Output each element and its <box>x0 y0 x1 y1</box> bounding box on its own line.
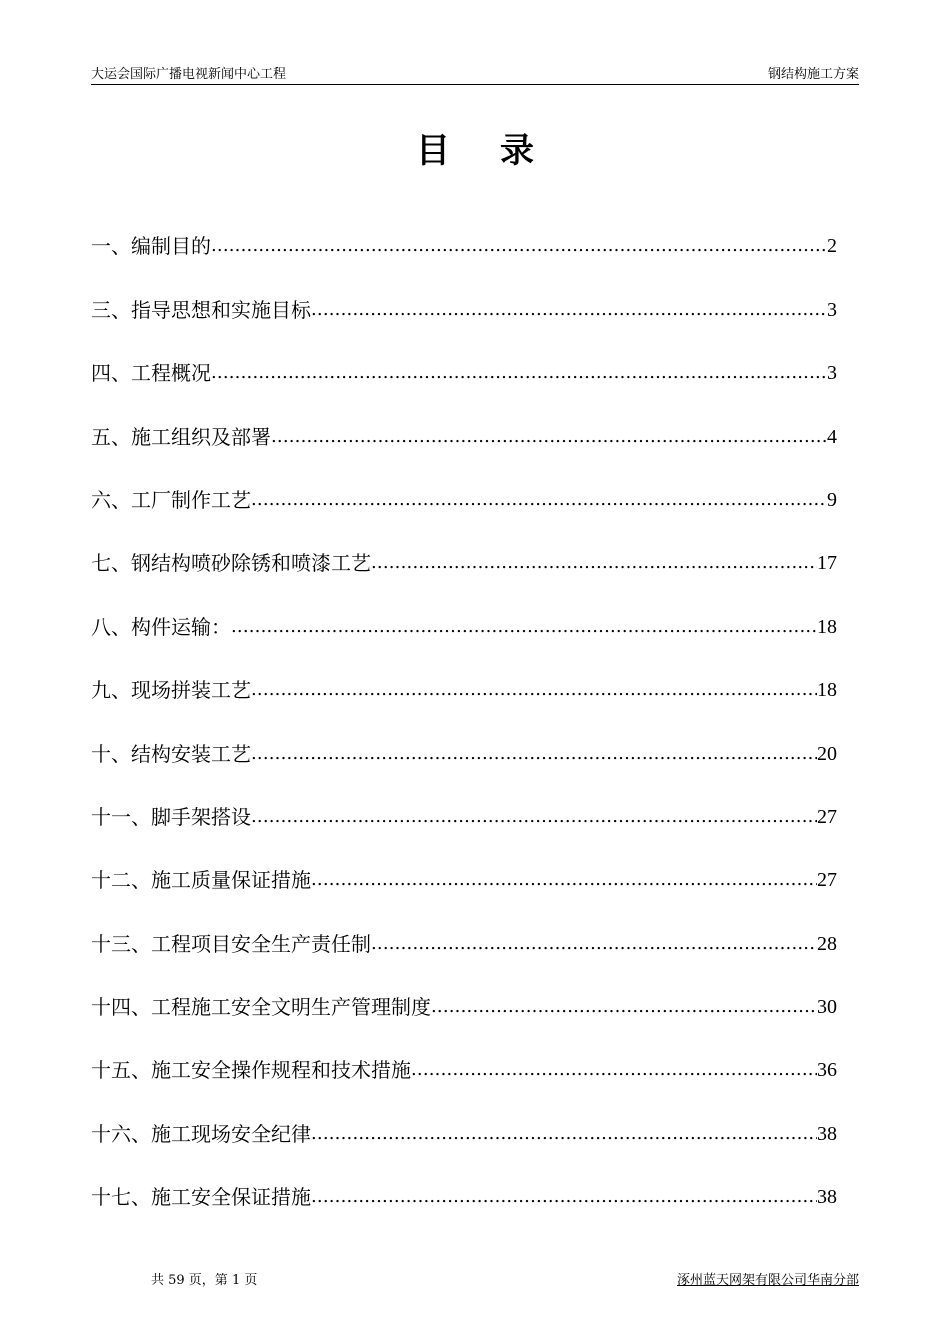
toc-entry[interactable] <box>91 1022 837 1085</box>
toc-entry[interactable] <box>91 452 837 515</box>
toc-entry-page: 38 <box>817 1186 837 1209</box>
toc-leader-dots <box>371 929 817 959</box>
toc-entry-label: 九、现场拼装工艺 <box>91 678 251 703</box>
toc-leader-dots <box>211 231 827 261</box>
toc-entry-page: 2 <box>827 235 837 258</box>
toc-entry[interactable] <box>91 769 837 832</box>
toc-entry-page: 27 <box>817 869 837 892</box>
toc-entry-label: 十一、脚手架搭设 <box>91 804 251 829</box>
toc-entry[interactable] <box>91 578 837 641</box>
header-project-name: 大运会国际广播电视新闻中心工程 <box>91 67 287 82</box>
footer-page-count: 共 59 页，第 1 页 <box>151 1273 258 1288</box>
toc-entry[interactable] <box>91 515 837 578</box>
toc-leader-dots <box>311 1119 817 1149</box>
toc-leader-dots <box>271 422 827 452</box>
toc-leader-dots <box>411 1055 817 1085</box>
toc-leader-dots <box>311 1182 817 1212</box>
toc-entry-page: 27 <box>817 805 837 828</box>
toc-leader-dots <box>251 675 817 705</box>
toc-leader-dots <box>371 548 817 578</box>
toc-entry-page: 17 <box>817 552 837 575</box>
toc-entry-label: 六、工厂制作工艺 <box>91 487 251 512</box>
toc-entry-page: 9 <box>827 488 837 511</box>
toc-entry[interactable] <box>91 959 837 1022</box>
toc-entry[interactable] <box>91 388 837 451</box>
toc-entry-label: 十七、施工安全保证措施 <box>91 1185 311 1210</box>
toc-leader-dots <box>211 358 827 388</box>
toc-entry[interactable] <box>91 705 837 768</box>
toc-entry[interactable] <box>91 1149 837 1212</box>
toc-entry-label: 一、编制目的 <box>91 234 211 259</box>
toc-entry-label: 十、结构安装工艺 <box>91 741 251 766</box>
toc-entry[interactable] <box>91 642 837 705</box>
toc-leader-dots <box>251 802 817 832</box>
toc-leader-dots <box>251 739 817 769</box>
toc-entry[interactable] <box>91 1085 837 1148</box>
toc-entry-page: 36 <box>817 1059 837 1082</box>
toc-entry-label: 十六、施工现场安全纪律 <box>91 1121 311 1146</box>
toc-leader-dots <box>231 612 817 642</box>
toc-entry-label: 四、工程概况 <box>91 361 211 386</box>
toc-entry[interactable] <box>91 261 837 324</box>
toc-entry-page: 30 <box>817 996 837 1019</box>
toc-leader-dots <box>431 992 817 1022</box>
toc-entry-page: 3 <box>827 298 837 321</box>
page-footer <box>91 1272 859 1290</box>
toc-entry-label: 五、施工组织及部署 <box>91 424 271 449</box>
toc-entry-label: 八、构件运输： <box>91 614 231 639</box>
toc-entry-page: 28 <box>817 932 837 955</box>
page-title: 目录 <box>416 131 584 171</box>
toc-entry-page: 18 <box>817 615 837 638</box>
toc-leader-dots <box>311 865 817 895</box>
toc-entry[interactable] <box>91 832 837 895</box>
toc-leader-dots <box>311 295 827 325</box>
header-document-name: 钢结构施工方案 <box>767 67 859 82</box>
toc-entry-label: 十四、工程施工安全文明生产管理制度 <box>91 995 431 1020</box>
toc-entry[interactable] <box>91 198 837 261</box>
toc-entry-page: 20 <box>817 742 837 765</box>
toc-entry-page: 3 <box>827 362 837 385</box>
toc-entry-label: 十五、施工安全操作规程和技术措施 <box>91 1058 411 1083</box>
toc-leader-dots <box>251 485 827 515</box>
toc-entry-page: 18 <box>817 679 837 702</box>
toc-entry-label: 十三、工程项目安全生产责任制 <box>91 931 371 956</box>
toc-entry-label: 十二、施工质量保证措施 <box>91 868 311 893</box>
toc-entry[interactable] <box>91 895 837 958</box>
footer-company-name: 涿州蓝天网架有限公司华南分部 <box>676 1273 859 1288</box>
page-header <box>91 66 859 85</box>
toc-entry-page: 4 <box>827 425 837 448</box>
toc-entry[interactable] <box>91 325 837 388</box>
toc-entry-page: 38 <box>817 1122 837 1145</box>
table-of-contents <box>91 198 837 1212</box>
toc-entry-label: 七、钢结构喷砂除锈和喷漆工艺 <box>91 551 371 576</box>
toc-entry-label: 三、指导思想和实施目标 <box>91 297 311 322</box>
